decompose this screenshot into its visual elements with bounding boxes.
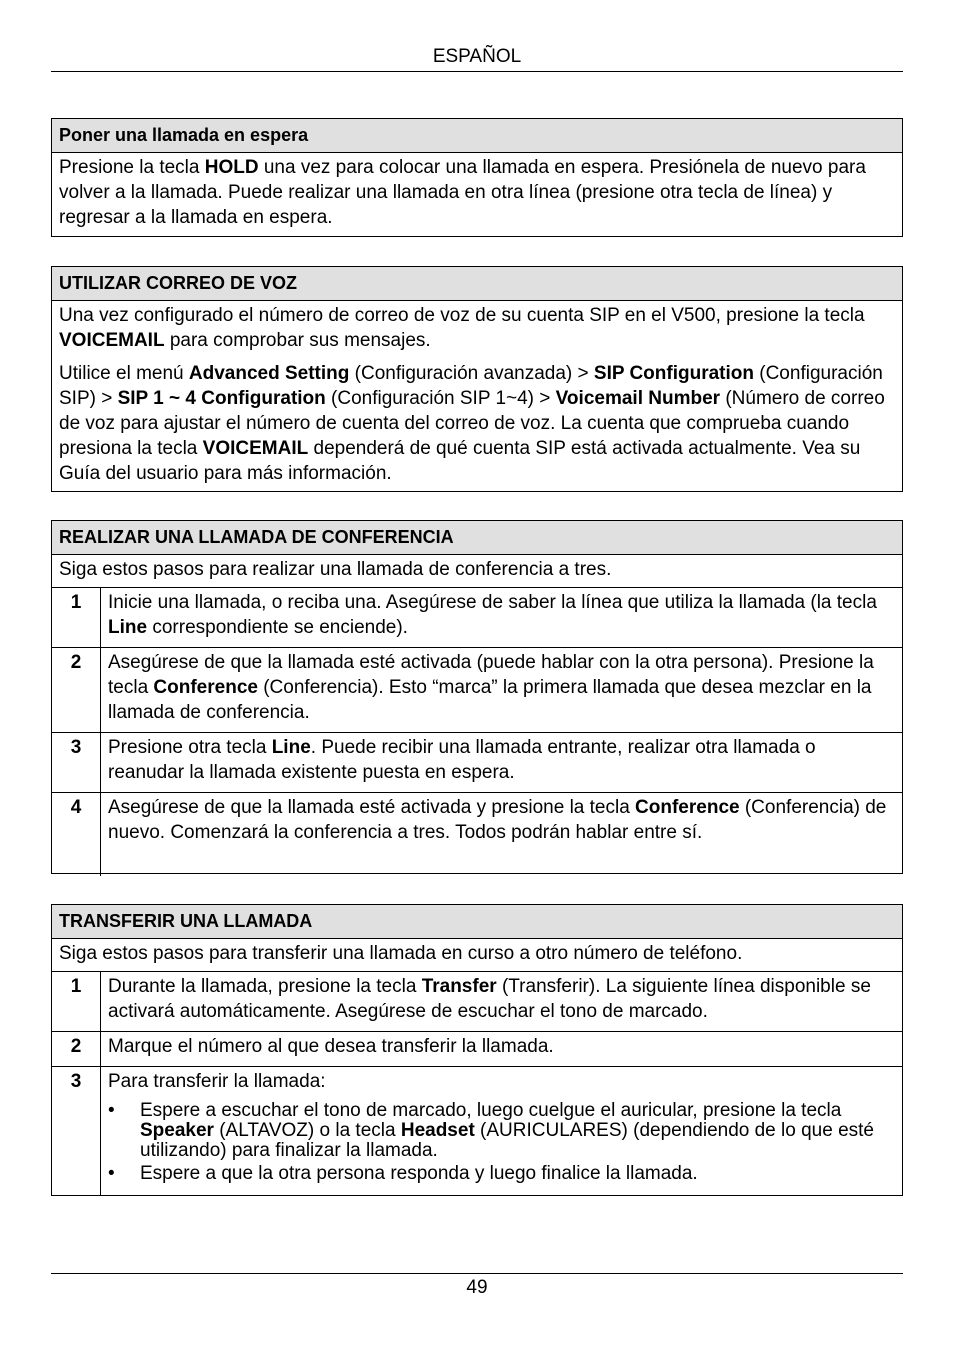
key-name: HOLD	[204, 157, 259, 178]
text: Espere a escuchar el tono de marcado, luego cuelgue el auricular, presione la tecla	[140, 1100, 842, 1121]
header-divider	[51, 71, 903, 72]
key-name: Headset	[400, 1120, 475, 1141]
text: Durante la llamada, presione la tecla	[108, 976, 422, 997]
menu-name: Advanced Setting	[188, 363, 350, 384]
section-title: REALIZAR UNA LLAMADA DE CONFERENCIA	[52, 521, 902, 555]
text: correspondiente se enciende).	[147, 617, 408, 638]
key-name: Transfer	[421, 976, 497, 997]
text: una vez para colocar una llamada en espera. Presiónela de nuevo para volver a la llamada. Puede realizar una llamada en otra línea (presione otra tecla de línea) y regresar a la llamada en espera.	[59, 157, 866, 228]
bullet-icon: •	[108, 1163, 115, 1184]
menu-name: SIP 1 ~ 4 Configuration	[117, 388, 326, 409]
paragraph	[59, 303, 895, 353]
text: (Configuración avanzada) >	[349, 363, 594, 384]
text: dependerá de qué cuenta SIP está activada actualmente. Vea su Guía del usuario para más información.	[59, 438, 861, 484]
list-item	[108, 1164, 895, 1184]
section-title: Poner una llamada en espera	[52, 119, 902, 153]
section-title: TRANSFERIR UNA LLAMADA	[52, 905, 902, 939]
key-name: VOICEMAIL	[59, 330, 165, 351]
section-intro: Siga estos pasos para transferir una llamada en curso a otro número de teléfono.	[52, 939, 902, 972]
voicemail-section	[51, 266, 903, 492]
footer-divider	[51, 1273, 903, 1274]
step-text: Marque el número al que desea transferir la llamada.	[108, 1036, 554, 1057]
text: (Transferir). La siguiente línea disponible se activará automáticamente. Asegúrese de escuchar el tono de marcado.	[108, 976, 871, 1022]
step-number: 3	[52, 733, 101, 792]
text: (AURICULARES) (dependiendo de lo que esté utilizando) para finalizar la llamada.	[140, 1120, 874, 1161]
section-body	[52, 153, 902, 234]
text: (Conferencia). Esto “marca” la primera llamada que desea mezclar en la llamada de conferencia.	[108, 677, 872, 723]
paragraph	[59, 155, 895, 230]
step-row	[52, 1032, 902, 1067]
text: (Número de correo de voz para ajustar el número de cuenta del correo de voz. La cuenta que comprueba cuando presiona la tecla	[59, 388, 885, 459]
text: (Configuración SIP 1~4) >	[325, 388, 556, 409]
text: . Puede recibir una llamada entrante, realizar otra llamada o reanudar la llamada existente puesta en espera.	[108, 737, 816, 783]
section-body	[52, 301, 902, 490]
step-row	[52, 793, 902, 876]
step-row	[52, 588, 902, 648]
key-name: Conference	[635, 797, 740, 818]
text: (Configuración SIP) >	[59, 363, 883, 409]
page-number: 49	[466, 1277, 488, 1298]
step-number: 4	[52, 793, 101, 876]
bullet-icon: •	[108, 1100, 115, 1121]
step-text	[101, 733, 902, 792]
conference-section	[51, 520, 903, 874]
step-row	[52, 972, 902, 1032]
transfer-section	[51, 904, 903, 1196]
text: Asegúrese de que la llamada esté activada y presione la tecla	[108, 797, 636, 818]
section-title: UTILIZAR CORREO DE VOZ	[52, 267, 902, 301]
step-text	[101, 793, 902, 876]
text: Presione la tecla	[59, 157, 205, 178]
text: Utilice el menú	[59, 363, 189, 384]
text: Asegúrese de que la llamada esté activada (puede hablar con la otra persona). Presione la tecla	[108, 652, 874, 698]
paragraph	[59, 361, 895, 486]
text: Una vez configurado el número de correo de voz de su cuenta SIP en el V500, presione la tecla	[59, 305, 865, 326]
hold-section	[51, 118, 903, 237]
menu-name: Voicemail Number	[555, 388, 721, 409]
list-item	[108, 1101, 895, 1161]
text: para comprobar sus mensajes.	[164, 330, 431, 351]
bullet-list	[108, 1101, 895, 1184]
page-header-language: ESPAÑOL	[432, 46, 522, 67]
step-row	[52, 1067, 902, 1195]
text: Espere a que la otra persona responda y luego finalice la llamada.	[140, 1163, 698, 1184]
key-name: VOICEMAIL	[202, 438, 309, 459]
step-text	[101, 588, 902, 647]
menu-name: SIP Configuration	[593, 363, 754, 384]
step-number: 1	[52, 588, 101, 647]
step-text	[101, 1067, 902, 1195]
section-intro: Siga estos pasos para realizar una llamada de conferencia a tres.	[52, 555, 902, 588]
text: (ALTAVOZ) o la tecla	[213, 1120, 401, 1141]
text: Presione otra tecla	[108, 737, 272, 758]
text: Inicie una llamada, o reciba una. Asegúrese de saber la línea que utiliza la llamada (la tecla	[108, 592, 877, 613]
step-text	[101, 648, 902, 732]
step-number: 2	[52, 1032, 101, 1066]
key-name: Line	[108, 617, 148, 638]
key-name: Conference	[153, 677, 258, 698]
key-name: Speaker	[140, 1120, 214, 1141]
step-number: 1	[52, 972, 101, 1031]
step-row	[52, 648, 902, 733]
step-number: 2	[52, 648, 101, 732]
key-name: Line	[271, 737, 311, 758]
step-number: 3	[52, 1067, 101, 1195]
text: (Conferencia) de nuevo. Comenzará la conferencia a tres. Todos podrán hablar entre sí.	[108, 797, 887, 843]
step-text	[101, 972, 902, 1031]
step-lead-text: Para transferir la llamada:	[108, 1071, 326, 1092]
step-row	[52, 733, 902, 793]
